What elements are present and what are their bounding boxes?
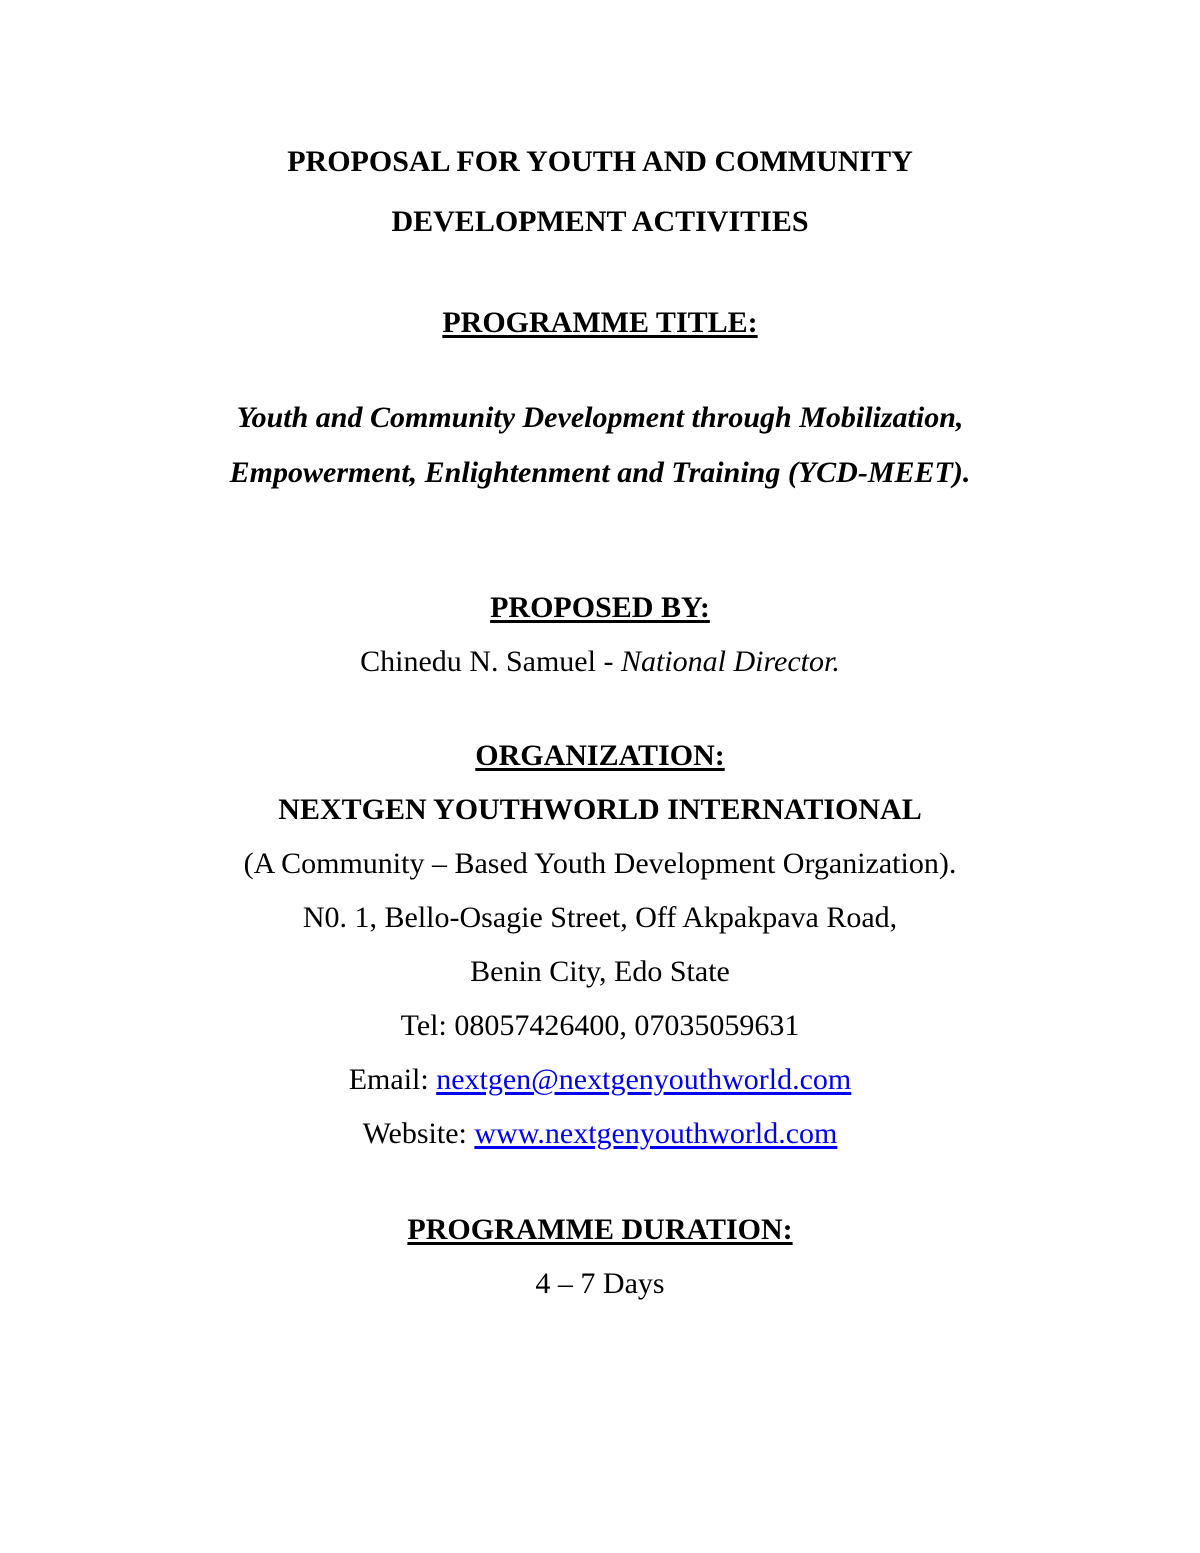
- address-line-1: N0. 1, Bello-Osagie Street, Off Akpakpava Road,: [302, 901, 898, 934]
- website-line: [0, 1116, 1200, 1152]
- email-label: Email:: [348, 1063, 437, 1096]
- programme-title-line-1: Youth and Community Development through Mobilization,: [236, 401, 964, 434]
- organization-description: (A Community – Based Youth Development Organization).: [243, 847, 957, 880]
- telephone-line: Tel: 08057426400, 07035059631: [400, 1009, 800, 1042]
- programme-title-heading: [0, 305, 1200, 341]
- email-line: [0, 1062, 1200, 1098]
- document-title-line-1: PROPOSAL FOR YOUTH AND COMMUNITY: [287, 145, 913, 178]
- programme-title-line-2: Empowerment, Enlightenment and Training (YCD-MEET).: [229, 456, 971, 489]
- website-label: Website:: [362, 1117, 475, 1150]
- programme-duration-value: 4 – 7 Days: [535, 1267, 665, 1300]
- proposed-by-heading: [0, 590, 1200, 626]
- organization-heading-text: ORGANIZATION:: [475, 739, 725, 772]
- programme-title-heading-text: PROGRAMME TITLE:: [442, 306, 758, 339]
- address-line-2: Benin City, Edo State: [470, 955, 730, 988]
- proposer-name: Chinedu N. Samuel -: [360, 645, 621, 678]
- proposer-role: National Director.: [620, 645, 840, 678]
- organization-heading: [0, 738, 1200, 774]
- proposed-by-heading-text: PROPOSED BY:: [490, 591, 710, 624]
- document-title-line-2: DEVELOPMENT ACTIVITIES: [391, 205, 809, 238]
- programme-duration-heading: [0, 1212, 1200, 1248]
- organization-name: NEXTGEN YOUTHWORLD INTERNATIONAL: [278, 793, 922, 826]
- proposer-line: [0, 644, 1200, 680]
- email-link[interactable]: nextgen@nextgenyouthworld.com: [436, 1063, 852, 1096]
- website-link[interactable]: www.nextgenyouthworld.com: [474, 1117, 838, 1150]
- programme-duration-heading-text: PROGRAMME DURATION:: [407, 1213, 793, 1246]
